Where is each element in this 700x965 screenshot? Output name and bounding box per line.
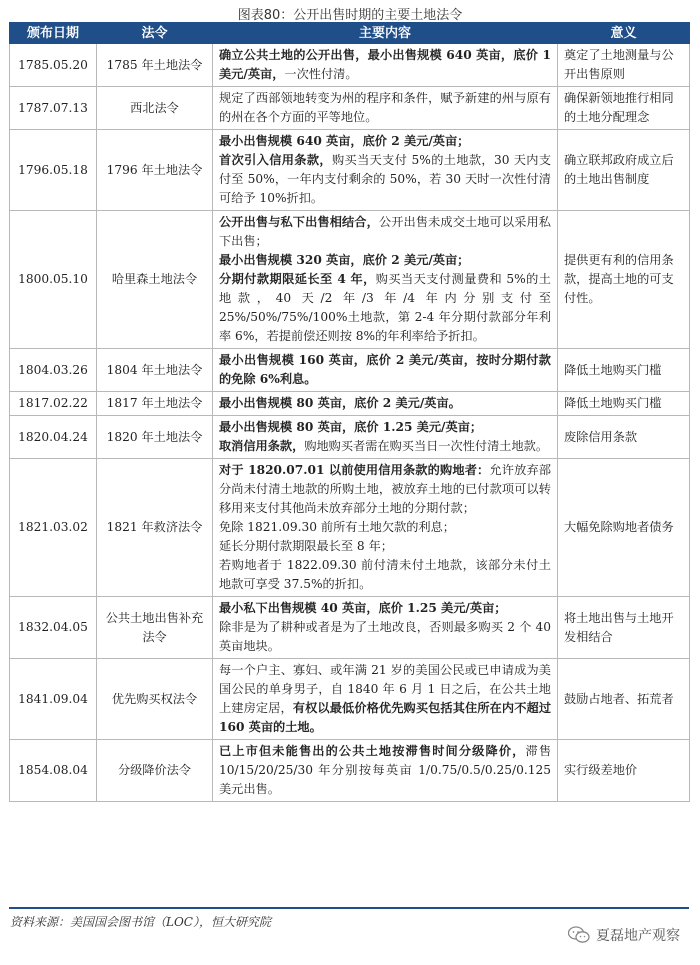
content-bold-text: 最小出售规模 160 英亩，底价 2 美元/英亩，按时分期付款的免除 6%利息。 [219, 353, 551, 386]
table-row [10, 740, 690, 802]
cell-date: 1841.09.04 [10, 659, 97, 740]
cell-law: 1820 年土地法令 [97, 416, 213, 459]
cell-date: 1796.05.18 [10, 130, 97, 211]
content-bold-text: 公开出售与私下出售相结合， [219, 215, 379, 229]
cell-law: 1821 年救济法令 [97, 459, 213, 597]
cell-content [213, 416, 558, 459]
cell-law: 西北法令 [97, 87, 213, 130]
header-content: 主要内容 [213, 23, 558, 44]
content-text: 购买当天支付测量费和 5%的土地款，40 天/2 年/3 年/4 年内分别支付至 25%/50%/75%/100%土地款，第 2-4 年分期付款部分年利率 6%，若提前偿还则按 8%的年利率给予折扣。 [219, 272, 551, 343]
cell-date: 1817.02.22 [10, 392, 97, 416]
content-bold-text: 最小出售规模 640 英亩，底价 2 美元/英亩； [219, 134, 470, 148]
cell-date: 1785.05.20 [10, 44, 97, 87]
cell-date: 1820.04.24 [10, 416, 97, 459]
content-text: 规定了西部领地转变为州的程序和条件，赋予新建的州与原有的州在各个方面的平等地位。 [219, 91, 551, 124]
table-row [10, 659, 690, 740]
content-text: 免除 1821.09.30 前所有土地欠款的利息； [219, 520, 455, 534]
cell-law: 公共土地出售补充法令 [97, 597, 213, 659]
cell-content [213, 459, 558, 597]
cell-content [213, 659, 558, 740]
cell-meaning: 降低土地购买门槛 [558, 392, 690, 416]
header-date: 颁布日期 [10, 23, 97, 44]
table-row [10, 44, 690, 87]
wechat-icon [568, 926, 590, 944]
cell-law: 1785 年土地法令 [97, 44, 213, 87]
content-bold-text: 最小出售规模 80 英亩，底价 1.25 美元/英亩； [219, 420, 483, 434]
cell-date: 1821.03.02 [10, 459, 97, 597]
content-text: 延长分期付款期限最长至 8 年； [219, 539, 393, 553]
table-row [10, 459, 690, 597]
land-law-table [9, 22, 690, 802]
cell-content [213, 740, 558, 802]
watermark-text: 夏磊地产观察 [596, 928, 680, 944]
table-caption: 图表80：公开出售时期的主要土地法令 [237, 8, 463, 23]
cell-content [213, 87, 558, 130]
content-bold-text: 对于 1820.07.01 以前使用信用条款的购地者： [219, 463, 490, 477]
table-row [10, 392, 690, 416]
cell-law: 哈里森土地法令 [97, 211, 213, 349]
content-bold-text: 取消信用条款， [219, 439, 305, 453]
content-bold-text: 最小出售规模 320 英亩，底价 2 美元/英亩； [219, 253, 470, 267]
cell-content [213, 392, 558, 416]
cell-law: 优先购买权法令 [97, 659, 213, 740]
cell-law: 1796 年土地法令 [97, 130, 213, 211]
content-text: 购买当天支付 5%的土地款，30 天内支付至 50%，一年内支付剩余的 50%，若 30 天时一次性付清可给予 10%折扣。 [219, 153, 552, 205]
content-bold-text: 已上市但未能售出的公共土地按滞售时间分级降价， [219, 744, 526, 758]
content-bold-text: 确立公共土地的公开出售，最小出售规模 640 英亩，底价 1 美元/英亩， [219, 48, 551, 81]
content-text: 允许放弃部分尚未付清土地款的所购土地，被放弃土地的已付款项可以转移用来支付其他尚未放弃部分土地的分期付款； [219, 463, 552, 515]
cell-date: 1854.08.04 [10, 740, 97, 802]
cell-meaning: 将土地出售与土地开发相结合 [558, 597, 690, 659]
footer-divider [9, 907, 689, 909]
content-bold-text: 最小出售规模 80 英亩，底价 2 美元/英亩。 [219, 396, 461, 410]
table-row [10, 130, 690, 211]
cell-meaning: 奠定了土地测量与公开出售原则 [558, 44, 690, 87]
content-text: 若购地者于 1822.09.30 前付清未付土地款，该部分未付土地款可享受 37.5%的折扣。 [219, 558, 551, 591]
table-row [10, 597, 690, 659]
content-text: 除非是为了耕种或者是为了土地改良，否则最多购买 2 个 40 英亩地块。 [219, 620, 551, 653]
content-bold-text: 首次引入信用条款， [219, 153, 332, 167]
cell-meaning: 确保新领地推行相同的土地分配理念 [558, 87, 690, 130]
cell-law: 1817 年土地法令 [97, 392, 213, 416]
table-row [10, 87, 690, 130]
cell-content [213, 44, 558, 87]
cell-content [213, 349, 558, 392]
cell-meaning: 降低土地购买门槛 [558, 349, 690, 392]
content-bold-text: 分期付款期限延长至 4 年， [219, 272, 376, 286]
cell-content [213, 130, 558, 211]
cell-meaning: 实行级差地价 [558, 740, 690, 802]
cell-meaning: 废除信用条款 [558, 416, 690, 459]
table-row [10, 349, 690, 392]
cell-meaning: 提供更有利的信用条款，提高土地的可支付性。 [558, 211, 690, 349]
table-row [10, 416, 690, 459]
content-text: 每一个户主、寡妇、或年满 21 岁的美国公民或已申请成为美国公民的单身男子，自 1840 年 6 月 1 日之后，在公共土地上建房定居， [219, 663, 551, 715]
cell-date: 1787.07.13 [10, 87, 97, 130]
content-text: 一次性付清。 [284, 67, 358, 81]
header-meaning: 意义 [558, 23, 690, 44]
table-row [10, 211, 690, 349]
table-header-row [10, 23, 690, 44]
cell-date: 1832.04.05 [10, 597, 97, 659]
cell-meaning: 确立联邦政府成立后的土地出售制度 [558, 130, 690, 211]
content-text: 滞售 10/15/20/25/30 年分别按每英亩 1/0.75/0.5/0.25/0.125 美元出售。 [219, 744, 552, 796]
content-text: 公开出售未成交土地可以采用私下出售； [219, 215, 551, 248]
content-bold-text: 有权以最低价格优先购买包括其住所在内不超过 160 英亩的土地。 [219, 701, 552, 734]
cell-date: 1800.05.10 [10, 211, 97, 349]
cell-law: 1804 年土地法令 [97, 349, 213, 392]
source-note: 资料来源：美国国会图书馆（LOC），恒大研究院 [10, 915, 271, 929]
content-bold-text: 最小私下出售规模 40 英亩，底价 1.25 美元/英亩； [219, 601, 507, 615]
header-law: 法令 [97, 23, 213, 44]
cell-content [213, 597, 558, 659]
watermark [568, 925, 680, 945]
cell-meaning: 大幅免除购地者债务 [558, 459, 690, 597]
cell-date: 1804.03.26 [10, 349, 97, 392]
content-text: 购地购买者需在购买当日一次性付清土地款。 [304, 439, 549, 453]
cell-meaning: 鼓励占地者、拓荒者 [558, 659, 690, 740]
cell-content [213, 211, 558, 349]
cell-law: 分级降价法令 [97, 740, 213, 802]
